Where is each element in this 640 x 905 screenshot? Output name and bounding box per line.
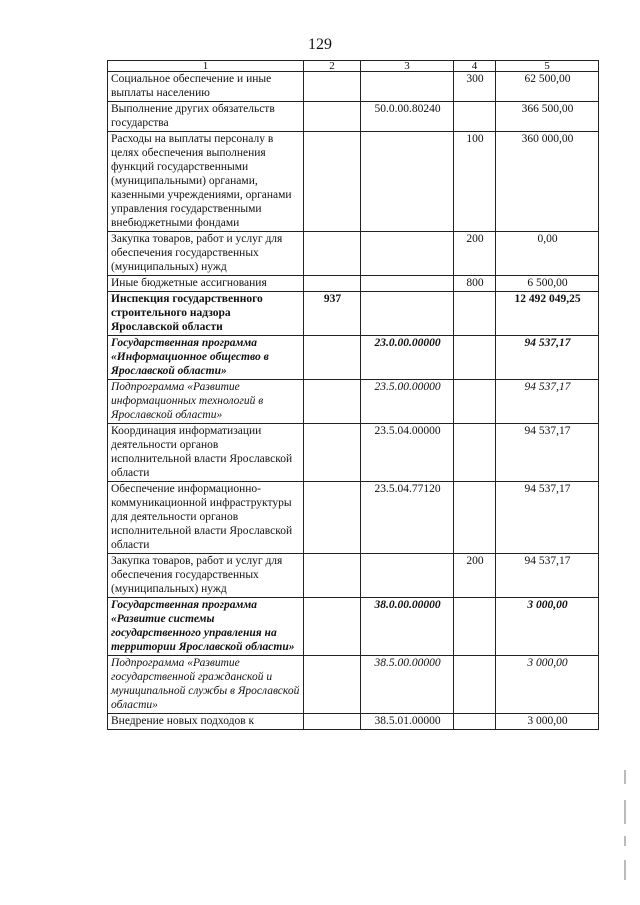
row-target-code	[361, 292, 454, 336]
row-expense-type	[454, 424, 496, 482]
row-dept-code	[304, 232, 361, 276]
row-target-code	[361, 132, 454, 232]
row-expense-type: 200	[454, 232, 496, 276]
row-name: Расходы на выплаты персоналу в целях обеспечения выполнения функций государственными (муниципальными) органами, казенными учреждениями, органами управления государственными внебюджетными фондами	[108, 132, 304, 232]
row-dept-code: 937	[304, 292, 361, 336]
row-expense-type: 300	[454, 72, 496, 102]
table-row	[108, 554, 599, 598]
row-expense-type	[454, 656, 496, 714]
row-dept-code	[304, 656, 361, 714]
row-expense-type: 800	[454, 276, 496, 292]
row-name: Подпрограмма «Развитие государственной гражданской и муниципальной службы в Ярославской области»	[108, 656, 304, 714]
row-dept-code	[304, 482, 361, 554]
row-target-code	[361, 72, 454, 102]
row-name: Внедрение новых подходов к	[108, 714, 304, 730]
table-row	[108, 232, 599, 276]
row-dept-code	[304, 714, 361, 730]
row-dept-code	[304, 554, 361, 598]
table-row	[108, 292, 599, 336]
row-amount: 94 537,17	[496, 554, 599, 598]
row-amount: 12 492 049,25	[496, 292, 599, 336]
row-amount: 0,00	[496, 232, 599, 276]
row-target-code	[361, 554, 454, 598]
row-expense-type	[454, 336, 496, 380]
row-name: Закупка товаров, работ и услуг для обеспечения государственных (муниципальных) нужд	[108, 554, 304, 598]
row-expense-type	[454, 292, 496, 336]
row-name: Координация информатизации деятельности органов исполнительной власти Ярославской области	[108, 424, 304, 482]
table-row	[108, 72, 599, 102]
row-amount: 6 500,00	[496, 276, 599, 292]
table-row	[108, 132, 599, 232]
row-expense-type: 100	[454, 132, 496, 232]
row-amount: 3 000,00	[496, 598, 599, 656]
row-expense-type	[454, 380, 496, 424]
row-amount: 360 000,00	[496, 132, 599, 232]
row-target-code: 38.5.00.00000	[361, 656, 454, 714]
row-name: Выполнение других обязательств государства	[108, 102, 304, 132]
scan-edge-mark	[624, 770, 626, 784]
table-row	[108, 482, 599, 554]
header-col-5: 5	[496, 61, 599, 72]
row-name: Подпрограмма «Развитие информационных технологий в Ярославской области»	[108, 380, 304, 424]
row-amount: 62 500,00	[496, 72, 599, 102]
row-dept-code	[304, 336, 361, 380]
row-target-code: 23.5.00.00000	[361, 380, 454, 424]
header-col-1: 1	[108, 61, 304, 72]
row-target-code: 38.0.00.00000	[361, 598, 454, 656]
row-target-code	[361, 232, 454, 276]
row-name: Закупка товаров, работ и услуг для обеспечения государственных (муниципальных) нужд	[108, 232, 304, 276]
row-expense-type	[454, 482, 496, 554]
row-dept-code	[304, 424, 361, 482]
row-dept-code	[304, 132, 361, 232]
page-number: 129	[308, 36, 332, 53]
row-dept-code	[304, 276, 361, 292]
row-target-code: 50.0.00.80240	[361, 102, 454, 132]
row-target-code: 38.5.01.00000	[361, 714, 454, 730]
row-amount: 94 537,17	[496, 380, 599, 424]
table-row	[108, 380, 599, 424]
row-dept-code	[304, 380, 361, 424]
row-expense-type	[454, 598, 496, 656]
row-name: Иные бюджетные ассигнования	[108, 276, 304, 292]
row-dept-code	[304, 102, 361, 132]
row-amount: 94 537,17	[496, 424, 599, 482]
header-col-4: 4	[454, 61, 496, 72]
row-amount: 3 000,00	[496, 656, 599, 714]
row-name: Обеспечение информационно-коммуникационной инфраструктуры для деятельности органов исполнительной власти Ярославской области	[108, 482, 304, 554]
row-name: Социальное обеспечение и иные выплаты населению	[108, 72, 304, 102]
table-row	[108, 656, 599, 714]
row-name: Государственная программа «Развитие системы государственного управления на территории Ярославской области»	[108, 598, 304, 656]
table-row	[108, 336, 599, 380]
row-amount: 3 000,00	[496, 714, 599, 730]
row-name: Инспекция государственного строительного надзора Ярославской области	[108, 292, 304, 336]
header-col-2: 2	[304, 61, 361, 72]
row-expense-type	[454, 714, 496, 730]
row-name: Государственная программа «Информационное общество в Ярославской области»	[108, 336, 304, 380]
row-target-code	[361, 276, 454, 292]
budget-table	[107, 60, 599, 730]
row-amount: 366 500,00	[496, 102, 599, 132]
table-row	[108, 424, 599, 482]
row-target-code: 23.0.00.00000	[361, 336, 454, 380]
row-dept-code	[304, 598, 361, 656]
row-expense-type	[454, 102, 496, 132]
row-amount: 94 537,17	[496, 482, 599, 554]
table-row	[108, 598, 599, 656]
row-target-code: 23.5.04.00000	[361, 424, 454, 482]
scan-edge-mark	[624, 800, 626, 824]
row-amount: 94 537,17	[496, 336, 599, 380]
header-col-3: 3	[361, 61, 454, 72]
table-header-row	[108, 61, 599, 72]
scan-edge-mark	[624, 860, 626, 880]
scan-edge-mark	[624, 836, 626, 846]
table-row	[108, 276, 599, 292]
table-row	[108, 102, 599, 132]
table-row	[108, 714, 599, 730]
row-dept-code	[304, 72, 361, 102]
row-target-code: 23.5.04.77120	[361, 482, 454, 554]
row-expense-type: 200	[454, 554, 496, 598]
